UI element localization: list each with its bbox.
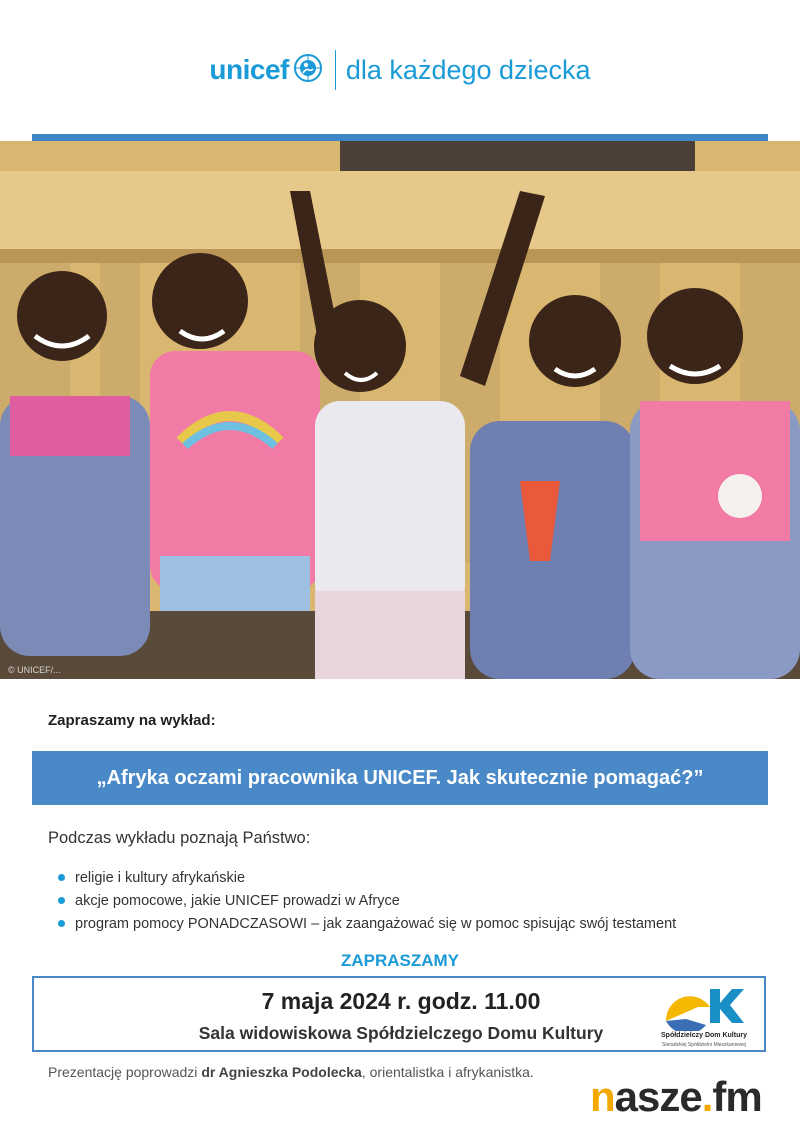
footer-after: , orientalistka i afrykanistka. [361, 1064, 534, 1080]
sdk-logo [654, 981, 754, 1049]
event-venue: Sala widowiskowa Spółdzielczego Domu Kultury [198, 1023, 604, 1043]
topic-text: program pomocy PONADCZASOWI – jak zaangażować się w pomoc spisując swój testament [75, 915, 677, 932]
intro-text: Podczas wykładu poznają Państwo: [48, 829, 311, 847]
photo-top-bar [32, 134, 768, 141]
speaker-name: dr Agnieszka Podolecka [201, 1064, 362, 1080]
footer-before: Prezentację poprowadzi [48, 1064, 202, 1080]
station-tld: fm [712, 1073, 762, 1120]
station-logo [590, 1073, 790, 1123]
station-dot: . [701, 1073, 713, 1120]
unicef-logo [209, 50, 590, 90]
sdk-name: Spółdzielczy Dom Kultury [661, 1032, 747, 1039]
unicef-globe-icon [293, 53, 323, 88]
tagline: dla każdego dziecka [345, 54, 591, 85]
event-date: 7 maja 2024 r. godz. 11.00 [261, 988, 541, 1014]
station-n: n [590, 1073, 615, 1120]
topic-text: religie i kultury afrykańskie [75, 869, 246, 886]
sdk-emblem-icon [654, 981, 754, 1031]
sdk-subtitle: Sieradzkiej Spółdzielni Mieszkaniowej [662, 1042, 746, 1048]
bullet-dot-icon [58, 897, 65, 904]
bullet-dot-icon [58, 920, 65, 927]
event-box [32, 976, 766, 1052]
header [0, 40, 800, 100]
brand-divider [335, 50, 336, 90]
list-item [48, 866, 676, 889]
cta-heading: ZAPRASZAMY [340, 951, 460, 970]
bullet-dot-icon [58, 874, 65, 881]
topic-text: akcje pomocowe, jakie UNICEF prowadzi w Afryce [75, 892, 400, 909]
list-item [48, 912, 676, 935]
topic-list [48, 866, 676, 935]
lecture-title: „Afryka oczami pracownika UNICEF. Jak skutecznie pomagać?” [96, 766, 704, 789]
lecture-title-band [32, 751, 768, 805]
brand-word: unicef [209, 54, 289, 85]
invite-heading: Zapraszamy na wykład: [48, 712, 216, 729]
footer-note [48, 1064, 534, 1080]
station-rest: asze [614, 1073, 702, 1120]
hero-photo [0, 141, 800, 679]
photo-credit: © UNICEF/... [8, 665, 61, 675]
list-item [48, 889, 676, 912]
